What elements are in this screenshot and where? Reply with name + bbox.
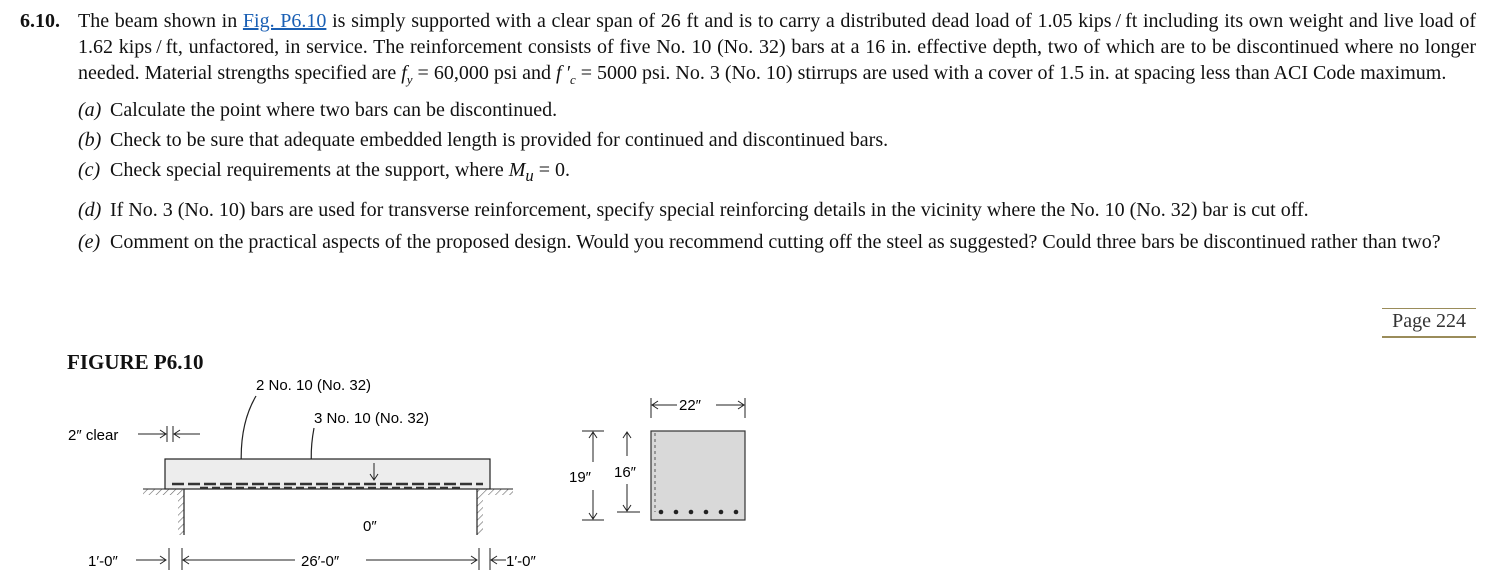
dim-span-right-head (471, 556, 477, 564)
rebar-dot (704, 510, 709, 515)
label-overhang-right: 1′-0″ (506, 553, 536, 570)
part-text: Comment on the practical aspects of the proposed design. Would you recommend cutting off the steel as suggested? Could three bars be discontinued rather than two? (110, 231, 1441, 253)
part-text: If No. 3 (No. 10) bars are used for transverse reinforcement, specify special reinforcing details in the vicinity where the No. 10 (No. 32) bar is cut off. (110, 199, 1309, 221)
label-clear: 2″ clear (68, 427, 119, 444)
figure-link[interactable]: Fig. P6.10 (242, 10, 327, 32)
part-a (78, 97, 1476, 123)
statement-text-4: = 5000 psi. No. 3 (No. 10) stirrups are used with a cover of 1.5 in. at spacing less than ACI Code maximum. (575, 62, 1447, 84)
label-overhang-left: 1′-0″ (88, 553, 118, 570)
rebar-dot (674, 510, 679, 515)
rebar-dot (689, 510, 694, 515)
cross-section (651, 431, 745, 520)
left-support-wall (178, 489, 184, 535)
rebar-dot (719, 510, 724, 515)
label-depth: 16″ (614, 464, 636, 481)
part-label: (a) (78, 99, 102, 121)
label-zero: 0″ (363, 518, 377, 535)
part-b (78, 127, 1476, 153)
label-width: 22″ (679, 397, 701, 414)
width-head-right (738, 401, 744, 409)
dim-span-left-head (183, 556, 189, 564)
part-text: Check special requirements at the support, where $M_u = 0$. (110, 159, 571, 185)
beam-elevation (165, 459, 490, 489)
part-text: Calculate the point where two bars can be discontinued. (110, 99, 558, 121)
part-label: (c) (78, 159, 101, 181)
fc-symbol (556, 62, 576, 87)
statement-text-2: is simply supported with a clear span of 26 ft and is to carry a distributed dead load of 1.05 kips / ft including its own weight and live load of 1.62 kips / ft, unfactored, in service. The reinforcement consists of five No. 10 (No. 32) bars at a 16 in. effective depth, two of which are to be discontinued where no longer needed. Material strengths specified are (78, 10, 1477, 84)
problem-number: 6.10. (20, 10, 60, 32)
fy-letter: f (401, 62, 407, 84)
height-head-bottom (589, 513, 597, 519)
leader-bottom-bars (311, 428, 315, 484)
label-top-bars: 2 No. 10 (No. 32) (256, 377, 372, 394)
label-span: 26′-0″ (301, 553, 340, 570)
part-d (78, 197, 1476, 223)
rebar-dot (734, 510, 739, 515)
rebar-dot (659, 510, 664, 515)
problem-statement (78, 8, 1476, 93)
mu-symbol: $M_u$ (508, 159, 534, 185)
width-head-left (652, 401, 658, 409)
right-support-wall (477, 489, 483, 535)
part-label: (d) (78, 199, 102, 221)
fy-symbol (401, 62, 413, 87)
figure-title: FIGURE P6.10 (67, 350, 204, 374)
page-marker: Page 224 (1382, 308, 1476, 338)
height-head-top (589, 432, 597, 438)
leader-top-bars (241, 396, 256, 484)
label-height: 19″ (569, 469, 591, 486)
problem-6-10 (20, 8, 1476, 255)
fc-subscript: c (569, 72, 576, 87)
statement-text-1: The beam shown in (78, 10, 243, 32)
clear-arrowhead-left (160, 430, 166, 438)
clear-arrowhead-right (174, 430, 180, 438)
statement-text-3: = 60,000 psi and (412, 62, 557, 84)
dim-left-overhang-head (160, 556, 166, 564)
depth-head-bottom (623, 505, 631, 511)
dim-right-overhang-head (491, 556, 497, 564)
part-label: (e) (78, 231, 101, 253)
part-text: Check to be sure that adequate embedded length is provided for continued and discontinued bars. (110, 129, 889, 151)
label-bottom-bars: 3 No. 10 (No. 32) (314, 410, 430, 427)
fy-subscript: y (406, 72, 413, 87)
part-e (78, 229, 1476, 255)
depth-head-top (623, 432, 631, 438)
left-ground (143, 489, 178, 495)
part-c (78, 157, 1476, 189)
part-label: (b) (78, 129, 102, 151)
right-ground (483, 489, 513, 495)
problem-parts (78, 97, 1476, 255)
fc-letter: f ′ (556, 62, 570, 84)
midspan-arrow (370, 474, 378, 480)
